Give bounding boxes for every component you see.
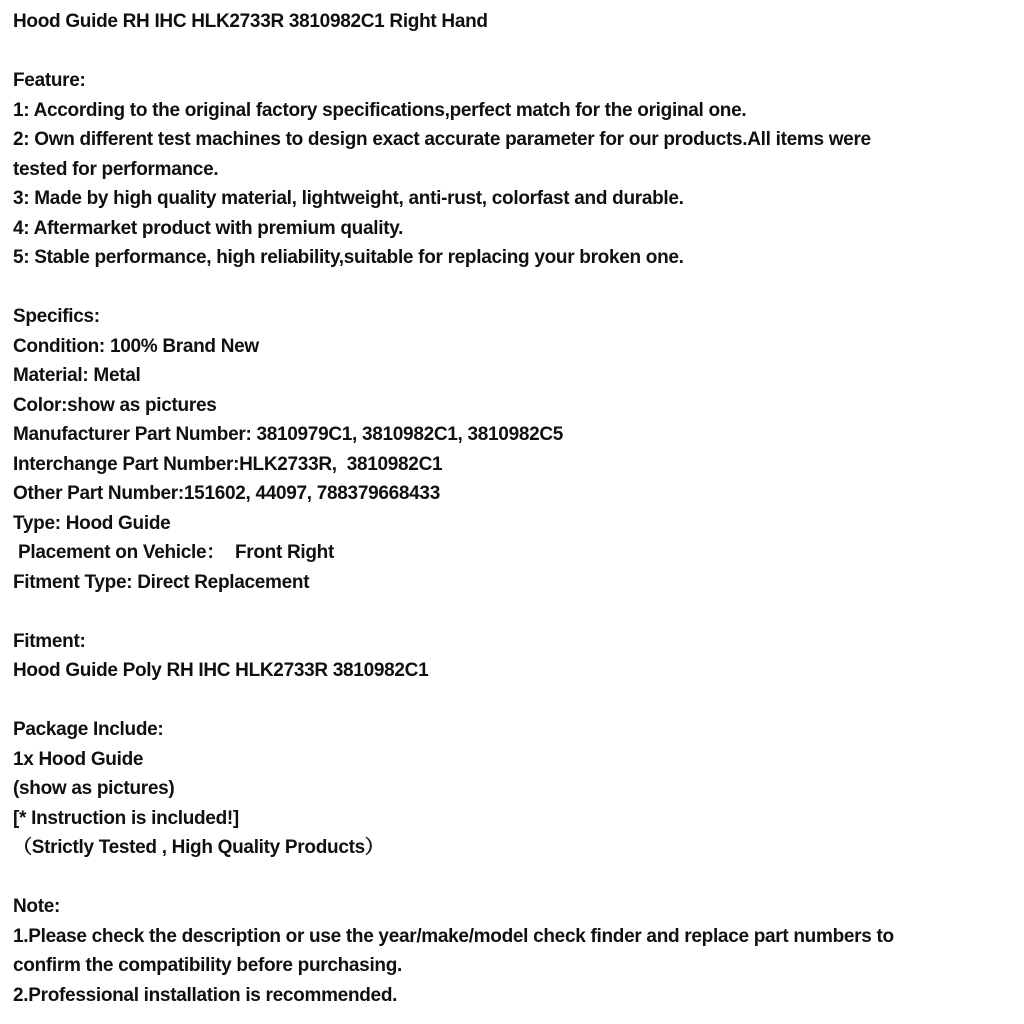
package-note-instruction: [* Instruction is included!]	[13, 807, 239, 829]
package-note-pictures: (show as pictures)	[13, 778, 175, 799]
spec-type: Type: Hood Guide	[13, 512, 171, 534]
section-feature	[13, 66, 1014, 273]
feature-item-1: 1: According to the original factory specifications,perfect match for the original one.	[13, 99, 747, 121]
section-fitment	[13, 627, 1014, 686]
note-item-1: 1.Please check the description or use the year/make/model check finder and replace part numbers to	[13, 925, 894, 947]
package-item: 1x Hood Guide	[13, 748, 144, 770]
section-heading-package: Package Include:	[13, 719, 164, 740]
section-note	[13, 892, 1014, 1010]
section-heading-specifics: Specifics:	[13, 306, 100, 327]
section-title	[13, 7, 1014, 37]
spec-condition: Condition: 100% Brand New	[13, 335, 259, 357]
section-heading-fitment: Fitment:	[13, 630, 86, 652]
feature-item-5: 5: Stable performance, high reliability,suitable for replacing your broken one.	[13, 247, 684, 268]
package-note-quality: （Strictly Tested , High Quality Products）	[13, 837, 384, 858]
fitment-detail: Hood Guide Poly RH IHC HLK2733R 3810982C1	[13, 660, 429, 681]
note-item-1-continued: confirm the compatibility before purchasing.	[13, 955, 403, 976]
section-specifics	[13, 302, 1014, 597]
product-title: Hood Guide RH IHC HLK2733R 3810982C1 Right Hand	[13, 11, 488, 32]
feature-item-2: 2: Own different test machines to design exact accurate parameter for our products.All items were	[13, 129, 871, 150]
spec-fitment-type: Fitment Type: Direct Replacement	[13, 571, 310, 593]
spec-manufacturer-part-number: Manufacturer Part Number: 3810979C1, 3810982C1, 3810982C5	[13, 424, 564, 445]
spec-other-part-number: Other Part Number:151602, 44097, 788379668433	[13, 483, 440, 504]
spec-interchange-part-number: Interchange Part Number:HLK2733R, 3810982C1	[13, 453, 443, 475]
spec-color: Color:show as pictures	[13, 394, 217, 416]
section-heading-note: Note:	[13, 896, 61, 917]
spec-placement: Placement on Vehicle： Front Right	[13, 542, 334, 563]
section-package	[13, 715, 1014, 863]
note-item-2: 2.Professional installation is recommended.	[13, 984, 398, 1006]
section-heading-feature: Feature:	[13, 70, 86, 91]
feature-item-4: 4: Aftermarket product with premium quality.	[13, 217, 404, 239]
feature-item-3: 3: Made by high quality material, lightweight, anti-rust, colorfast and durable.	[13, 188, 684, 209]
feature-item-2-continued: tested for performance.	[13, 158, 219, 180]
spec-material: Material: Metal	[13, 365, 141, 386]
